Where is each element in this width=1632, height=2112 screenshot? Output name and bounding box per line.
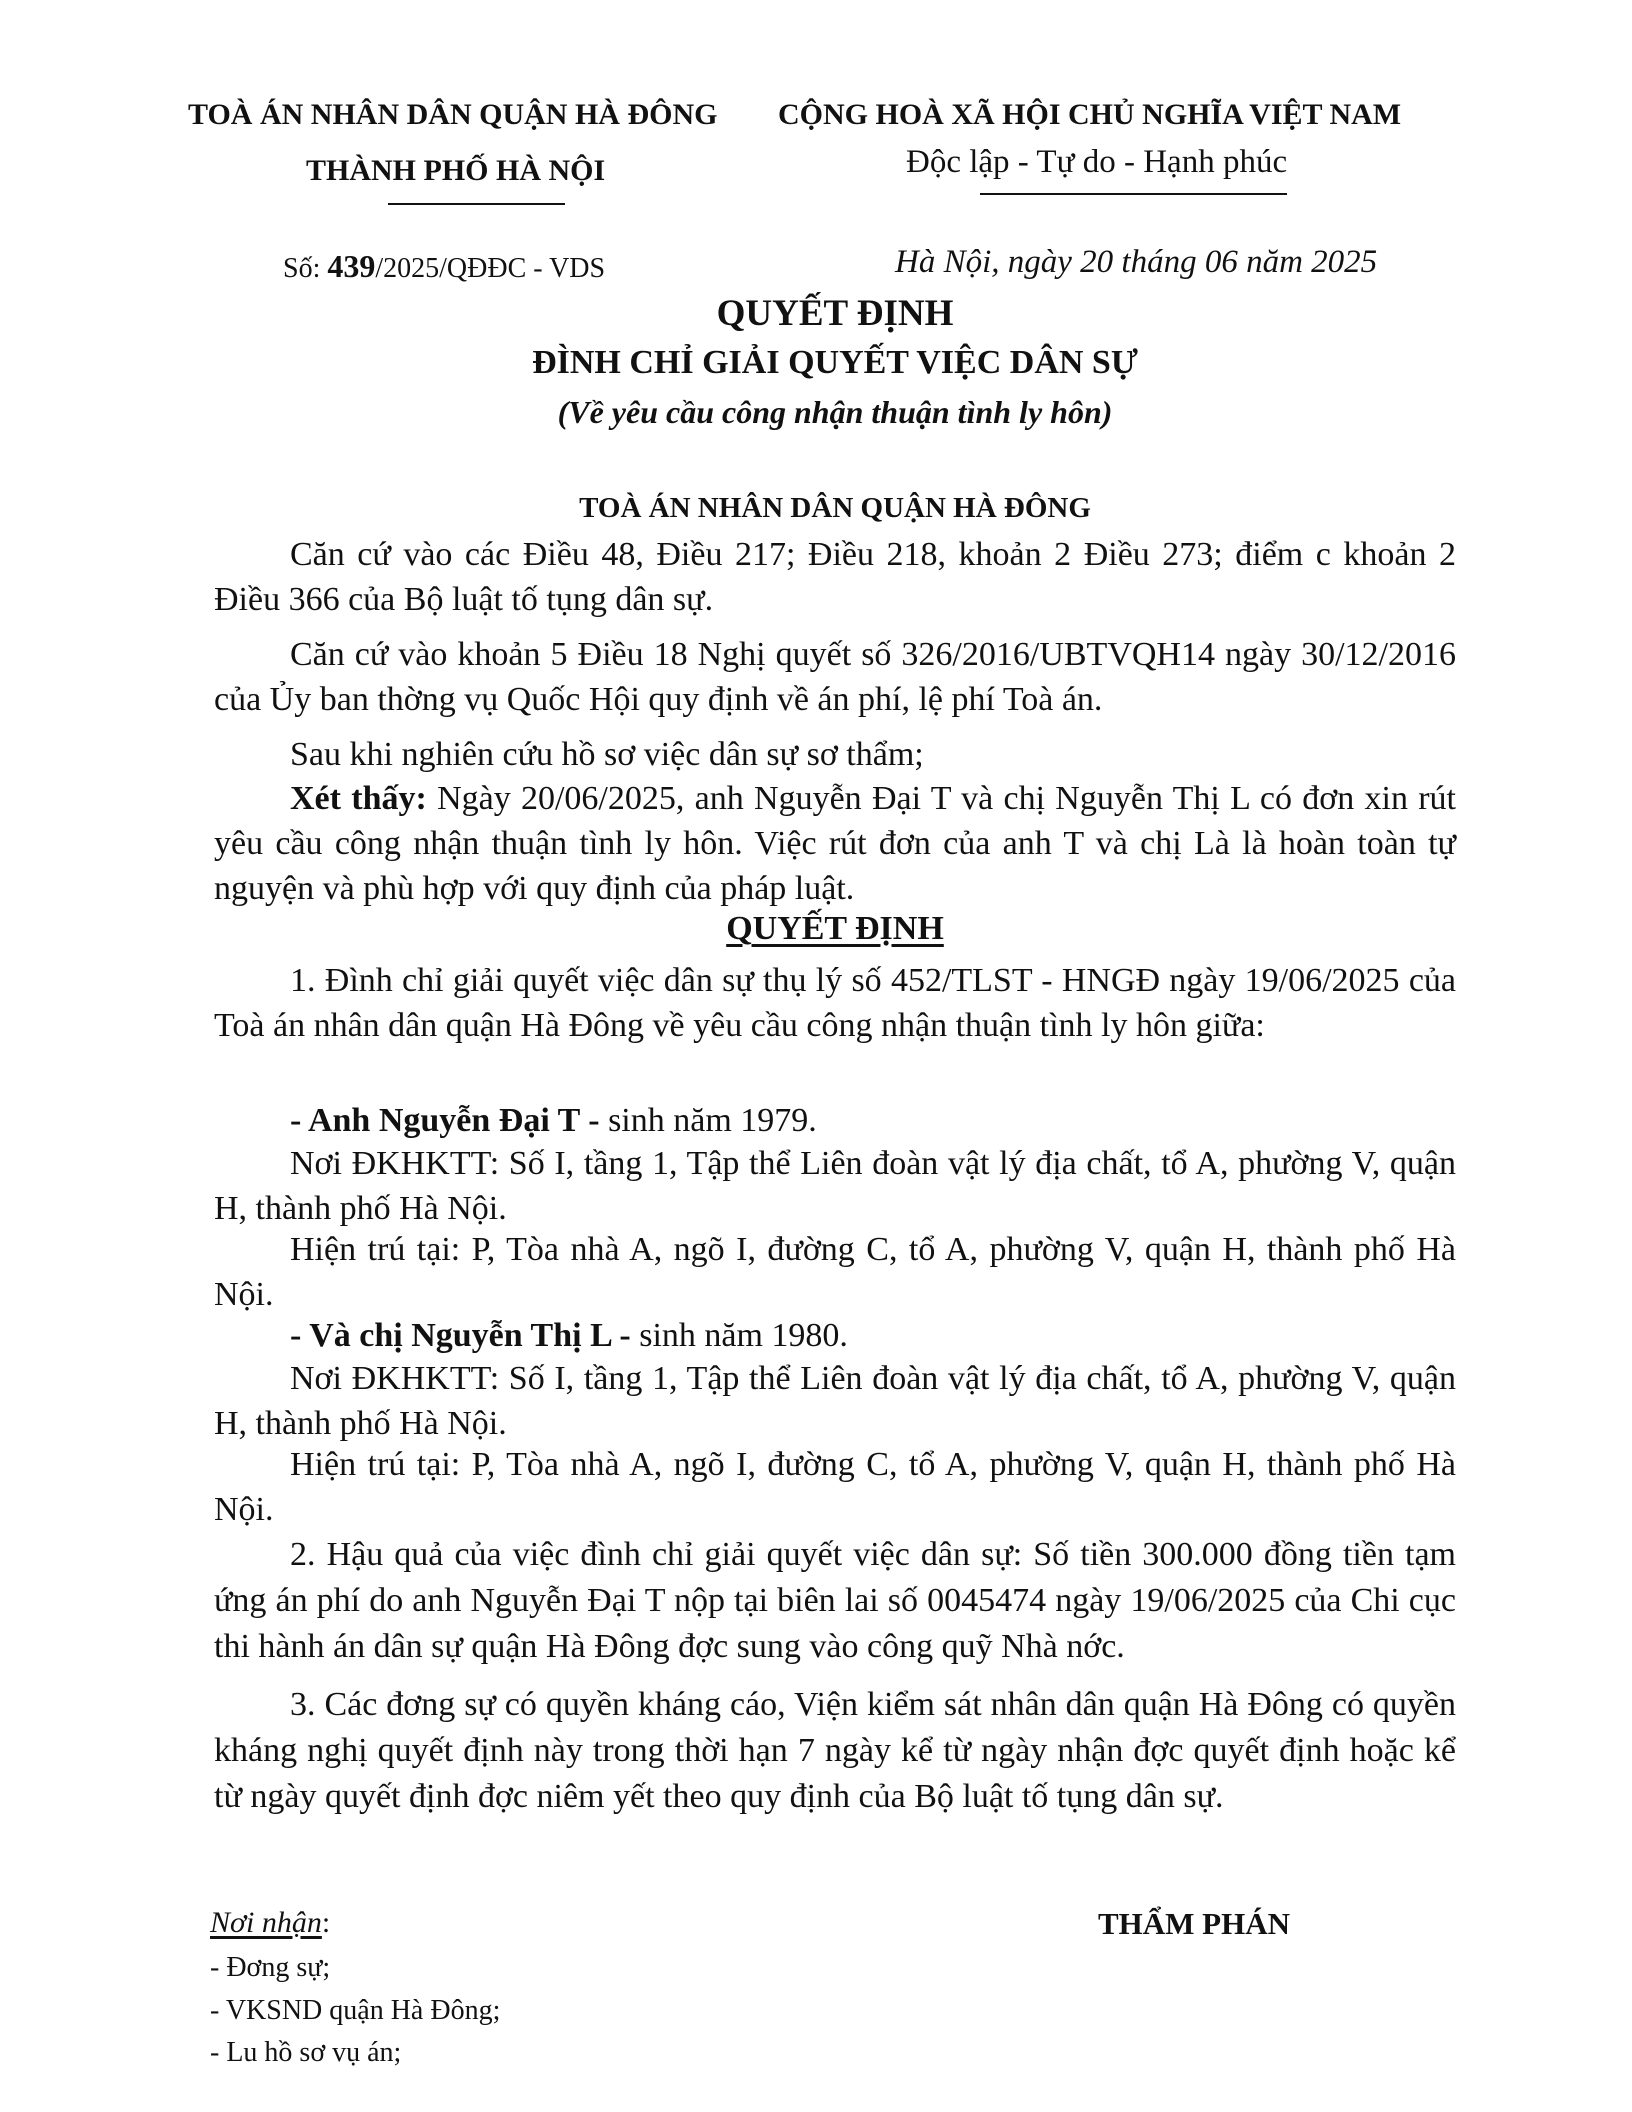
party-1-birth: sinh năm 1979. [599, 1102, 817, 1139]
number-value: 439 [327, 248, 376, 284]
finding-text: Ngày 20/06/2025, anh Nguyễn Đại T và chị Nguyễn Thị L có đơn xin rút yêu cầu công nhận thuận tình ly hôn. Việc rút đơn của anh T và chị Là là hoàn toàn tự nguyện và phù hợp với quy định của pháp luật. [214, 780, 1456, 907]
party-1-res-text: Hiện trú tại: P, Tòa nhà A, ngõ I, đường C, tổ A, phường V, quận H, thành phố Hà Nội. [214, 1231, 1456, 1313]
item-2-text: 2. Hậu quả của việc đình chỉ giải quyết việc dân sự: Số tiền 300.000 đồng tiền tạm ứng án phí do anh Nguyễn Đại T nộp tại biên lai số 0045474 ngày 19/06/2025 của Chi cục thi hành án dân sự quận Hà Đông đợc sung vào công quỹ Nhà nớc. [214, 1536, 1456, 1665]
basis-2-text: Căn cứ vào khoản 5 Điều 18 Nghị quyết số 326/2016/UBTVQH14 ngày 30/12/2016 của Ủy ban thờng vụ Quốc Hội quy định về án phí, lệ phí Toà án. [214, 636, 1456, 718]
party-2-registration [214, 1356, 1456, 1446]
basis-paragraph-2 [214, 632, 1456, 722]
title-main: QUYẾT ĐỊNH [716, 293, 954, 334]
nation-motto: Độc lập - Tự do - Hạnh phúc [906, 144, 1288, 180]
item-3-paragraph [214, 1682, 1456, 1820]
recipients-heading [210, 1906, 330, 1940]
party-1-reg-text: Nơi ĐKHKTT: Số I, tầng 1, Tập thể Liên đoàn vật lý địa chất, tổ A, phường V, quận H, thành phố Hà Nội. [214, 1145, 1456, 1227]
signer-title: THẨM PHÁN [1098, 1906, 1291, 1941]
finding-label: Xét thấy: [290, 780, 427, 817]
number-suffix: /2025/QĐĐC - VDS [375, 253, 606, 284]
document-number [283, 248, 605, 285]
party-2-reg-text: Nơi ĐKHKTT: Số I, tầng 1, Tập thể Liên đoàn vật lý địa chất, tổ A, phường V, quận H, thành phố Hà Nội. [214, 1360, 1456, 1442]
recipient-item: - Đơng sự; [210, 1952, 331, 1983]
party-1-residence [214, 1227, 1456, 1317]
party-2-birth: sinh năm 1980. [630, 1317, 848, 1354]
decision-heading: QUYẾT ĐỊNH [726, 910, 944, 947]
nation-name: CỘNG HOÀ XÃ HỘI CHỦ NGHĨA VIỆT NAM [778, 98, 1402, 131]
recipient-item: - VKSND quận Hà Đông; [210, 1995, 501, 2026]
recipient-item: - Lu hồ sơ vụ án; [210, 2037, 402, 2068]
place-date: Hà Nội, ngày 20 tháng 06 năm 2025 [895, 244, 1378, 280]
number-prefix: Số: [283, 253, 328, 284]
basis-1-text: Căn cứ vào các Điều 48, Điều 217; Điều 218, khoản 2 Điều 273; điểm c khoản 2 Điều 366 của Bộ luật tố tụng dân sự. [214, 536, 1456, 618]
title-note: (Về yêu cầu công nhận thuận tình ly hôn) [557, 394, 1113, 430]
party-1 [214, 1098, 1532, 1143]
finding-paragraph [214, 776, 1456, 911]
party-1-name: - Anh Nguyễn Đại T - [290, 1102, 600, 1139]
court-name: TOÀ ÁN NHÂN DÂN QUẬN HÀ ĐÔNG [188, 98, 718, 131]
recipients-label: Nơi nhận [210, 1906, 322, 1939]
party-1-registration [214, 1141, 1456, 1231]
party-2 [214, 1313, 1532, 1358]
title-sub: ĐÌNH CHỈ GIẢI QUYẾT VIỆC DÂN SỰ [532, 344, 1138, 381]
issuer: TOÀ ÁN NHÂN DÂN QUẬN HÀ ĐÔNG [579, 492, 1091, 524]
party-2-name: - Và chị Nguyễn Thị L - [290, 1317, 631, 1354]
motto-underline [980, 193, 1287, 195]
court-city: THÀNH PHỐ HÀ NỘI [306, 154, 606, 187]
party-2-residence [214, 1442, 1456, 1532]
party-2-res-text: Hiện trú tại: P, Tòa nhà A, ngõ I, đường C, tổ A, phường V, quận H, thành phố Hà Nội. [214, 1446, 1456, 1528]
basis-3-text: Sau khi nghiên cứu hồ sơ việc dân sự sơ thẩm; [290, 736, 924, 773]
court-underline [388, 203, 565, 205]
item-1-paragraph [214, 958, 1456, 1048]
item-1-text: 1. Đình chỉ giải quyết việc dân sự thụ lý số 452/TLST - HNGĐ ngày 19/06/2025 của Toà án nhân dân quận Hà Đông về yêu cầu công nhận thuận tình ly hôn giữa: [214, 962, 1456, 1044]
item-3-text: 3. Các đơng sự có quyền kháng cáo, Viện kiểm sát nhân dân quận Hà Đông có quyền kháng nghị quyết định này trong thời hạn 7 ngày kể từ ngày nhận đợc quyết định hoặc kể từ ngày quyết định đợc niêm yết theo quy định của Bộ luật tố tụng dân sự. [214, 1686, 1456, 1815]
item-2-paragraph [214, 1532, 1456, 1670]
basis-paragraph-1 [214, 532, 1456, 622]
recipients-colon: : [321, 1906, 331, 1939]
